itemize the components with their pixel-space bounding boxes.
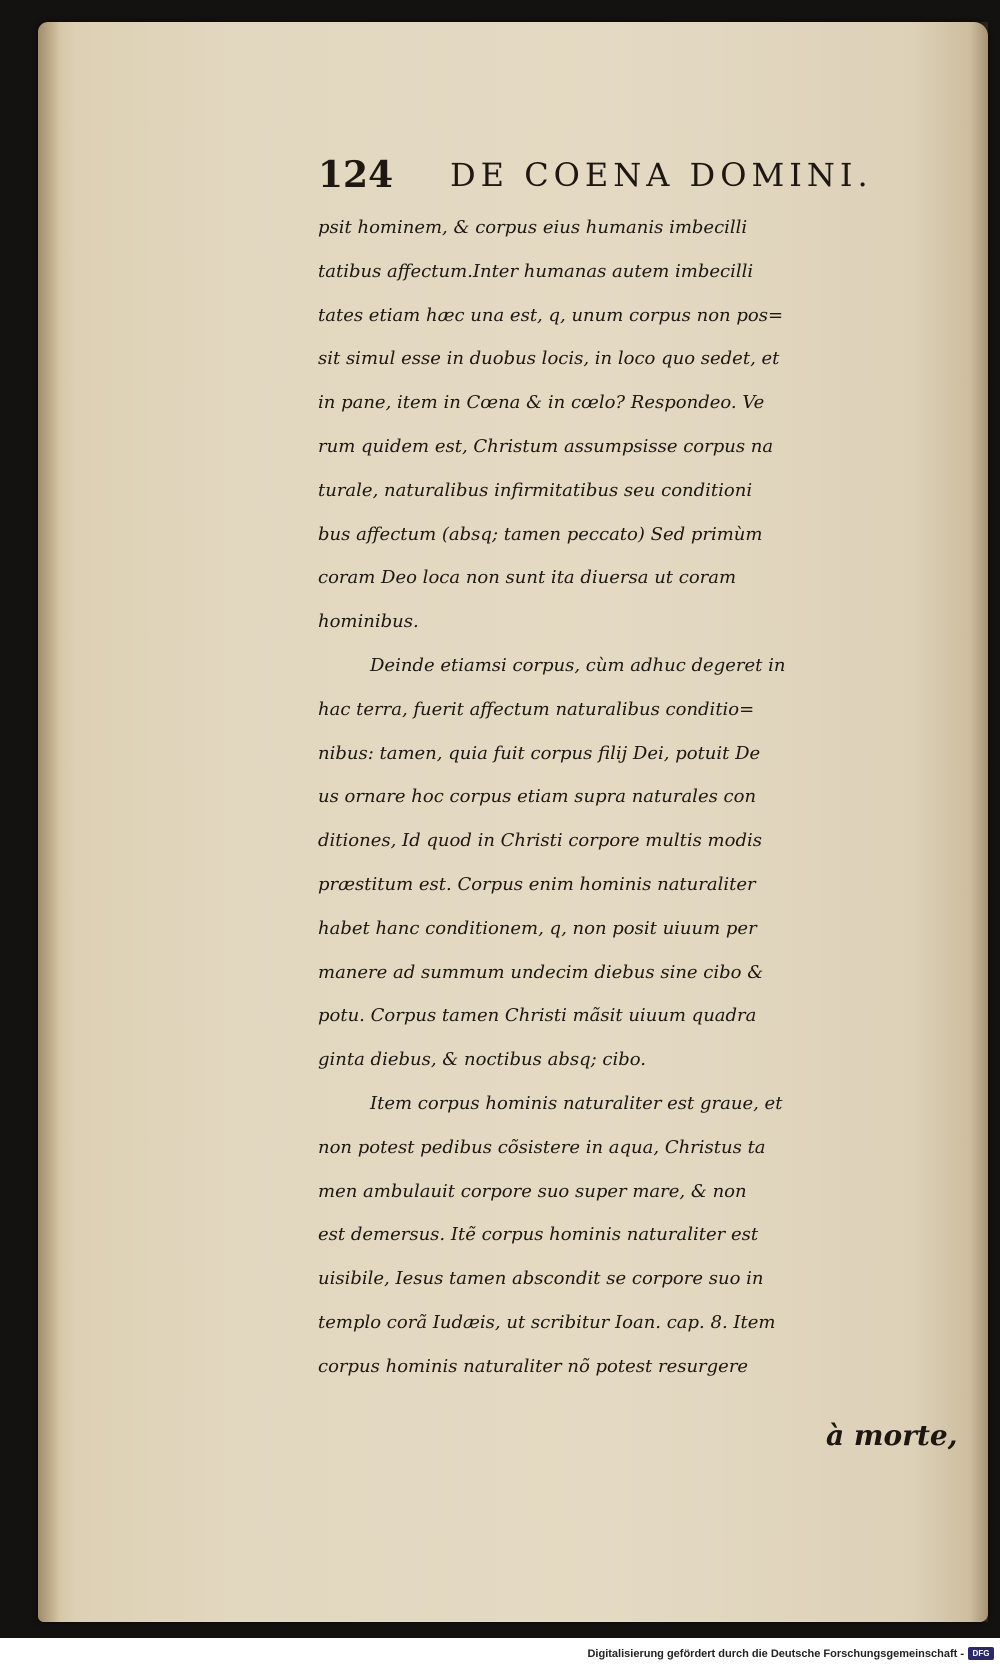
text-line: us ornare hoc corpus etiam supra naturales con <box>318 786 757 808</box>
paragraph-start-line: Item corpus hominis naturaliter est graue, et <box>370 1092 783 1114</box>
text-line: potu. Corpus tamen Christi mãsit uiuum quadra <box>318 1005 757 1027</box>
text-line: hac terra, fuerit affectum naturalibus conditio= <box>318 698 755 720</box>
text-line: nibus: tamen, quia fuit corpus filij Dei, potuit De <box>318 742 761 764</box>
text-line: hominibus. <box>318 611 419 633</box>
text-line: tates etiam hæc una est, q, unum corpus non pos= <box>318 304 784 326</box>
text-line: tatibus affectum.Inter humanas autem imbecilli <box>318 260 754 282</box>
text-line: corpus hominis naturaliter nõ potest resurgere <box>318 1355 749 1377</box>
paragraph-start-line: Deinde etiamsi corpus, cùm adhuc degeret in <box>370 654 786 676</box>
text-line: habet hanc conditionem, q, non posit uiuum per <box>318 917 757 939</box>
text-line: ditiones, Id quod in Christi corpore multis modis <box>318 830 762 852</box>
text-line: men ambulauit corpore suo super mare, & non <box>318 1180 747 1202</box>
page-number: 124 <box>318 154 394 196</box>
text-line: turale, naturalibus infirmitatibus seu conditioni <box>318 479 753 501</box>
text-line: est demersus. Itẽ corpus hominis naturaliter est <box>318 1224 759 1246</box>
running-title: DE COENA DOMINI. <box>450 156 873 194</box>
text-line: psit hominem, & corpus eius humanis imbecilli <box>318 217 748 238</box>
page-header <box>318 152 938 202</box>
body-text <box>318 206 978 1389</box>
text-line: templo corã Iudæis, ut scribitur Ioan. cap. 8. Item <box>318 1311 776 1333</box>
text-line: bus affectum (absq; tamen peccato) Sed primùm <box>318 523 763 545</box>
text-line: rum quidem est, Christum assumpsisse corpus na <box>318 435 774 457</box>
catchword: à morte, <box>826 1419 958 1452</box>
text-line: in pane, item in Cœna & in cœlo? Respondeo. Ve <box>318 392 765 414</box>
text-line: non potest pedibus cõsistere in aqua, Christus ta <box>318 1136 766 1158</box>
text-line: ginta diebus, & noctibus absq; cibo. <box>318 1049 647 1071</box>
dfg-logo: DFG <box>968 1647 994 1660</box>
funding-credit: Digitalisierung gefördert durch die Deutsche Forschungsgemeinschaft - <box>587 1648 964 1660</box>
text-line: præstitum est. Corpus enim hominis naturaliter <box>318 873 756 895</box>
text-line: coram Deo loca non sunt ita diuersa ut coram <box>318 567 737 589</box>
text-line: uisibile, Iesus tamen abscondit se corpore suo in <box>318 1268 764 1290</box>
text-line: manere ad summum undecim diebus sine cibo & <box>318 961 764 983</box>
text-line: sit simul esse in duobus locis, in loco quo sedet, et <box>318 348 780 370</box>
